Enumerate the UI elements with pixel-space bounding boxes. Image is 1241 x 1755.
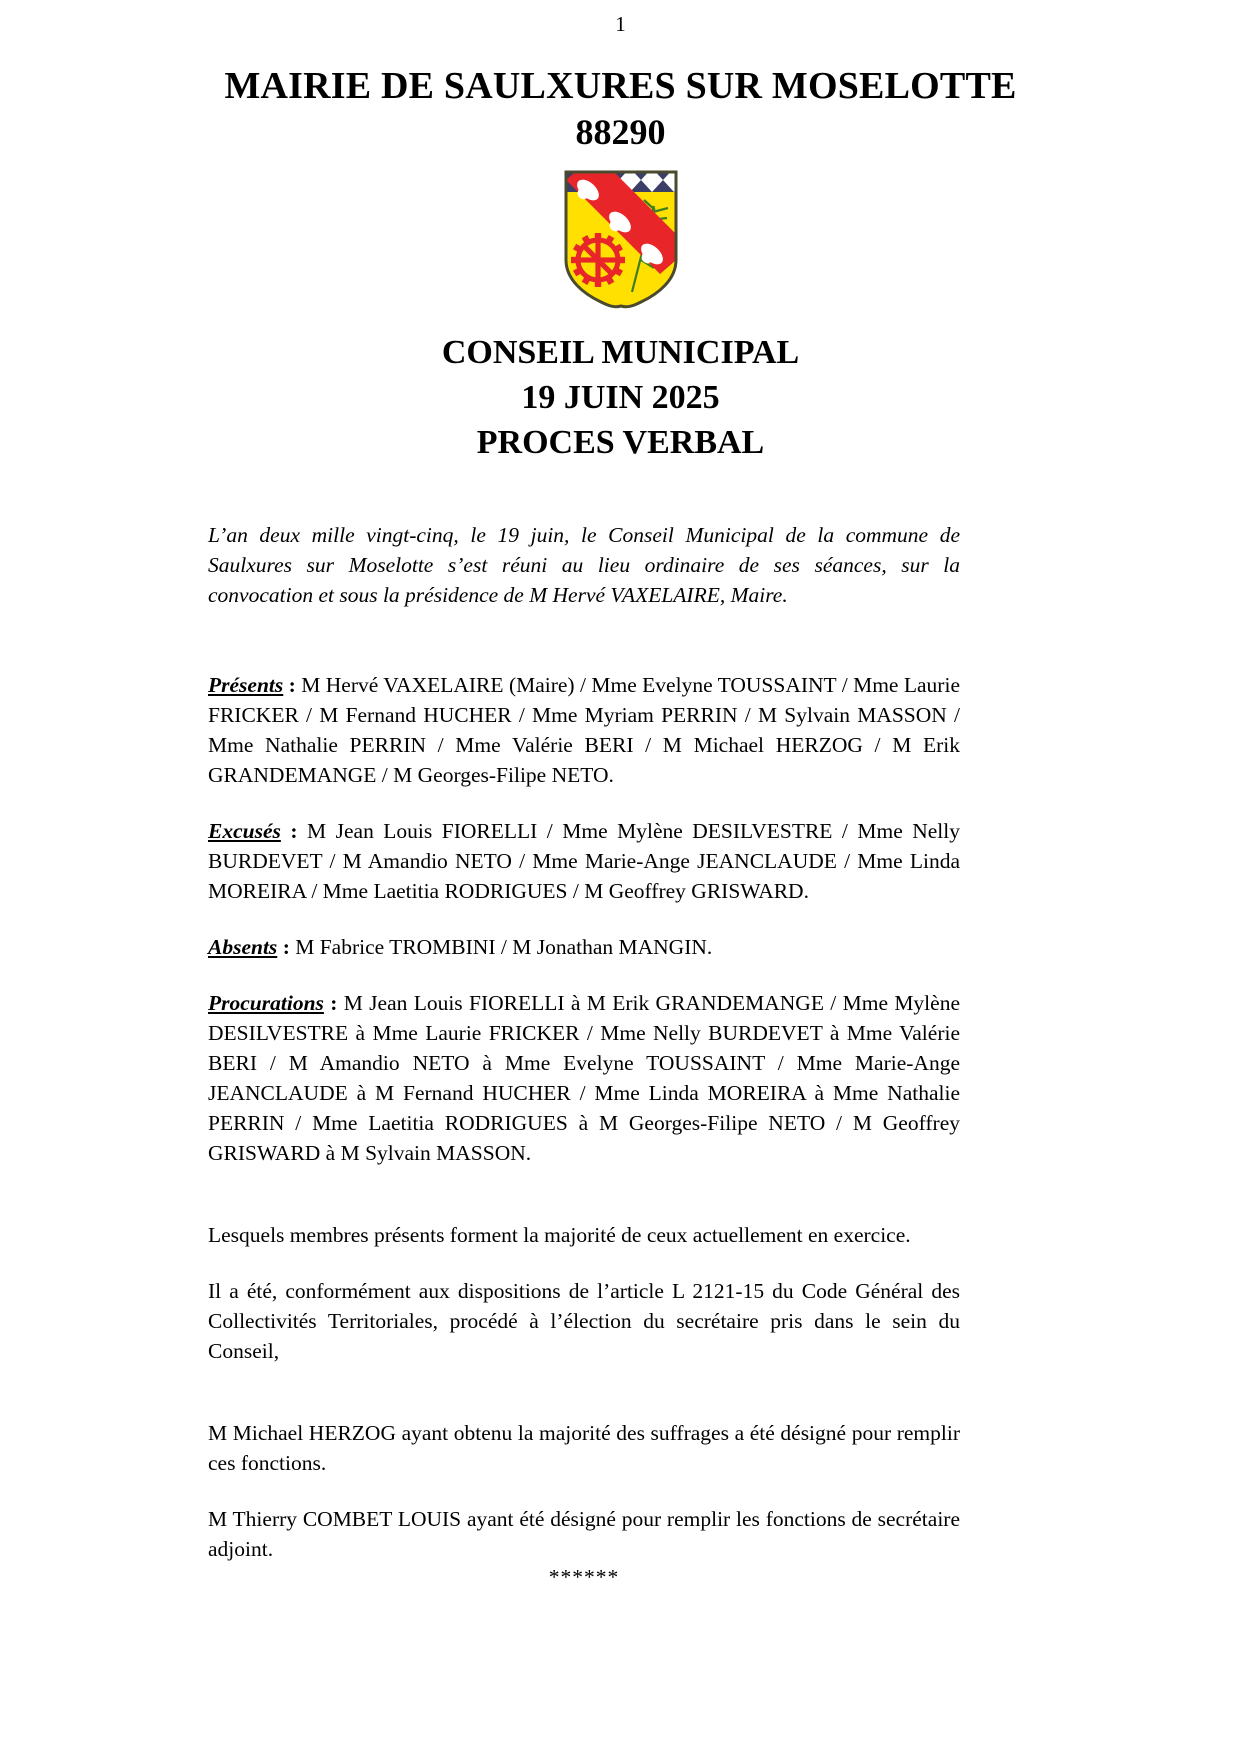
- coat-of-arms-icon: [562, 168, 680, 310]
- section-separator: ******: [548, 1565, 620, 1589]
- deputy-secretary-paragraph: M Thierry COMBET LOUIS ayant été désigné pour remplir les fonctions de secrétaire adjoint.: [208, 1507, 960, 1561]
- commune-name: MAIRIE DE SAULXURES SUR MOSELOTTE: [224, 65, 1017, 107]
- document-body: [208, 520, 960, 1590]
- election-paragraph: Il a été, conformément aux dispositions de l’article L 2121-15 du Code Général des Collectivités Territoriales, procédé à l’élection du secrétaire pris dans le sein du Conseil,: [208, 1279, 960, 1363]
- attendance-presents: [208, 670, 960, 790]
- presents-separator: :: [283, 673, 302, 697]
- document-title: [0, 330, 1241, 465]
- page-number: 1: [615, 12, 626, 36]
- coat-of-arms-container: [0, 168, 1241, 310]
- procurations-names: M Jean Louis FIORELLI à M Erik GRANDEMANGE / Mme Mylène DESILVESTRE à Mme Laurie FRICKER / Mme Nelly BURDEVET à Mme Valérie BERI / M Amandio NETO à Mme Evelyne TOUSSAINT / Mme Marie-Ange JEANCLAUDE à M Fernand HUCHER / Mme Linda MOREIRA à Mme Nathalie PERRIN / Mme Laetitia RODRIGUES à M Georges-Filipe NETO / M Geoffrey GRISWARD à M Sylvain MASSON.: [208, 991, 960, 1165]
- attendance-procurations: [208, 988, 960, 1168]
- attendance-absents: [208, 932, 960, 962]
- title-line-conseil: CONSEIL MUNICIPAL: [441, 334, 800, 371]
- intro-paragraph: L’an deux mille vingt-cinq, le 19 juin, le Conseil Municipal de la commune de Saulxures sur Moselotte s’est réuni au lieu ordinaire de ses séances, sur la convocation et sous la présidence de M Hervé VAXELAIRE, Maire.: [208, 523, 960, 607]
- secretary-paragraph: M Michael HERZOG ayant obtenu la majorité des suffrages a été désigné pour remplir ces fonctions.: [208, 1421, 960, 1475]
- quorum-paragraph: Lesquels membres présents forment la majorité de ceux actuellement en exercice.: [208, 1223, 911, 1247]
- excuses-separator: :: [280, 819, 308, 843]
- excuses-label: Excusés: [208, 819, 281, 843]
- postal-code: 88290: [575, 112, 666, 152]
- masthead: [0, 62, 1241, 155]
- title-line-date: 19 JUIN 2025: [521, 379, 720, 416]
- procurations-separator: :: [323, 991, 344, 1015]
- excuses-names: M Jean Louis FIORELLI / Mme Mylène DESILVESTRE / Mme Nelly BURDEVET / M Amandio NETO / Mme Marie-Ange JEANCLAUDE / Mme Linda MOREIRA / Mme Laetitia RODRIGUES / M Geoffrey GRISWARD.: [208, 819, 960, 903]
- presents-label: Présents: [208, 673, 284, 697]
- absents-names: M Fabrice TROMBINI / M Jonathan MANGIN.: [295, 935, 713, 959]
- absents-separator: :: [277, 935, 296, 959]
- presents-names: M Hervé VAXELAIRE (Maire) / Mme Evelyne TOUSSAINT / Mme Laurie FRICKER / M Fernand HUCHER / Mme Myriam PERRIN / M Sylvain MASSON / Mme Nathalie PERRIN / Mme Valérie BERI / M Michael HERZOG / M Erik GRANDEMANGE / M Georges-Filipe NETO.: [208, 673, 960, 787]
- attendance-excuses: [208, 816, 960, 906]
- title-line-type: PROCES VERBAL: [476, 424, 765, 461]
- absents-label: Absents: [208, 935, 278, 959]
- procurations-label: Procurations: [208, 991, 324, 1015]
